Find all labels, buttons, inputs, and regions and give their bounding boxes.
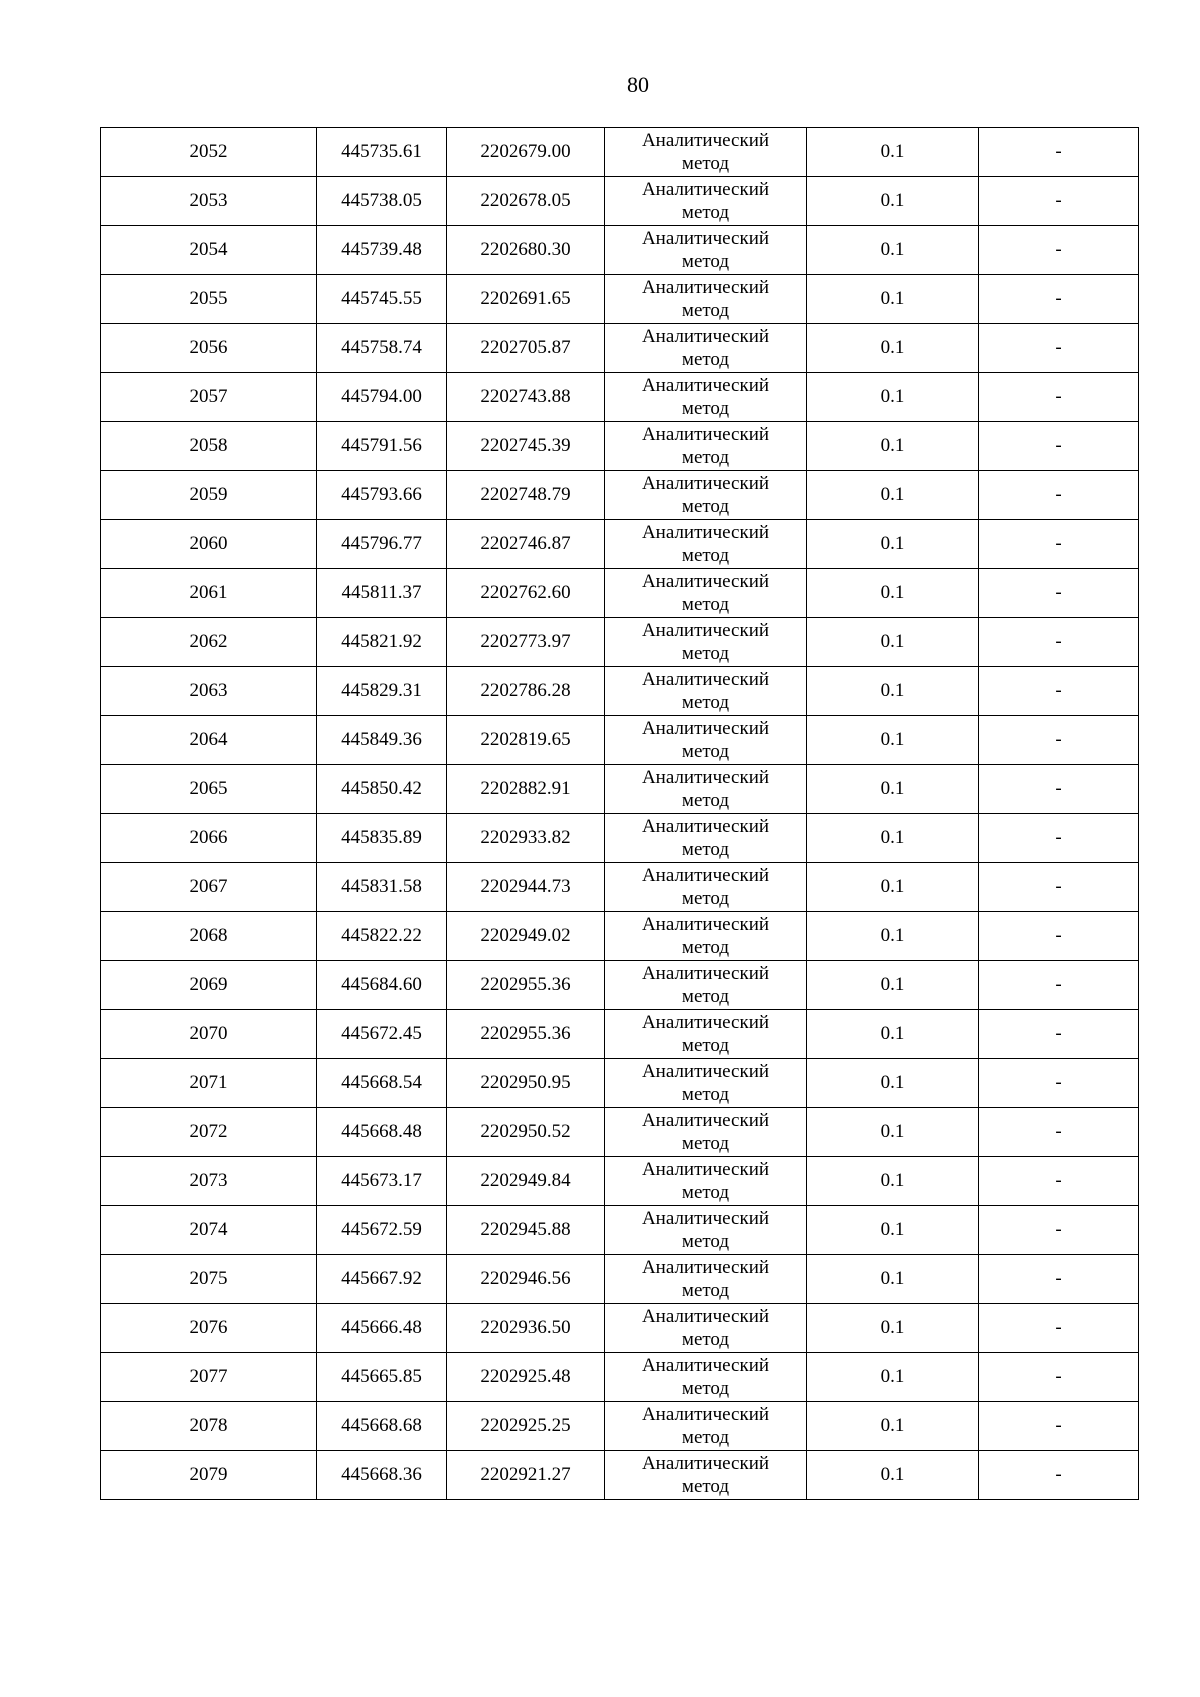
- accuracy-cell: 0.1: [807, 569, 979, 618]
- point-number-cell: 2058: [101, 422, 317, 471]
- point-number-cell: 2053: [101, 177, 317, 226]
- y-coordinate-cell: 2202705.87: [447, 324, 605, 373]
- accuracy-cell: 0.1: [807, 1157, 979, 1206]
- x-coordinate-cell: 445796.77: [317, 520, 447, 569]
- table-row: [101, 618, 1139, 667]
- note-cell: -: [979, 275, 1139, 324]
- point-number-cell: 2073: [101, 1157, 317, 1206]
- method-line-1: Аналитический: [641, 1453, 770, 1474]
- note-cell: -: [979, 1157, 1139, 1206]
- y-coordinate-cell: 2202679.00: [447, 128, 605, 177]
- note-cell: -: [979, 667, 1139, 716]
- method-line-2: метод: [681, 937, 730, 958]
- note-cell: -: [979, 1059, 1139, 1108]
- method-line-2: метод: [681, 251, 730, 272]
- point-number-cell: 2072: [101, 1108, 317, 1157]
- accuracy-cell: 0.1: [807, 422, 979, 471]
- x-coordinate-cell: 445668.54: [317, 1059, 447, 1108]
- x-coordinate-cell: 445666.48: [317, 1304, 447, 1353]
- accuracy-cell: 0.1: [807, 912, 979, 961]
- method-cell: [605, 1255, 807, 1304]
- accuracy-cell: 0.1: [807, 177, 979, 226]
- table-row: [101, 324, 1139, 373]
- note-cell: -: [979, 1353, 1139, 1402]
- method-cell: [605, 128, 807, 177]
- method-line-2: метод: [681, 202, 730, 223]
- method-cell: [605, 226, 807, 275]
- y-coordinate-cell: 2202819.65: [447, 716, 605, 765]
- table-row: [101, 520, 1139, 569]
- y-coordinate-cell: 2202762.60: [447, 569, 605, 618]
- method-line-1: Аналитический: [641, 865, 770, 886]
- accuracy-cell: 0.1: [807, 716, 979, 765]
- method-line-1: Аналитический: [641, 179, 770, 200]
- note-cell: -: [979, 814, 1139, 863]
- point-number-cell: 2065: [101, 765, 317, 814]
- method-line-1: Аналитический: [641, 277, 770, 298]
- point-number-cell: 2060: [101, 520, 317, 569]
- y-coordinate-cell: 2202933.82: [447, 814, 605, 863]
- method-line-1: Аналитический: [641, 1208, 770, 1229]
- method-line-2: метод: [681, 398, 730, 419]
- x-coordinate-cell: 445849.36: [317, 716, 447, 765]
- point-number-cell: 2057: [101, 373, 317, 422]
- note-cell: -: [979, 1108, 1139, 1157]
- method-cell: [605, 1206, 807, 1255]
- note-cell: -: [979, 569, 1139, 618]
- table-row: [101, 961, 1139, 1010]
- table-row: [101, 814, 1139, 863]
- note-cell: -: [979, 912, 1139, 961]
- method-cell: [605, 1059, 807, 1108]
- point-number-cell: 2054: [101, 226, 317, 275]
- note-cell: -: [979, 520, 1139, 569]
- method-line-1: Аналитический: [641, 1159, 770, 1180]
- accuracy-cell: 0.1: [807, 667, 979, 716]
- table-row: [101, 1157, 1139, 1206]
- y-coordinate-cell: 2202936.50: [447, 1304, 605, 1353]
- accuracy-cell: 0.1: [807, 128, 979, 177]
- y-coordinate-cell: 2202944.73: [447, 863, 605, 912]
- point-number-cell: 2078: [101, 1402, 317, 1451]
- x-coordinate-cell: 445793.66: [317, 471, 447, 520]
- method-line-1: Аналитический: [641, 326, 770, 347]
- x-coordinate-cell: 445791.56: [317, 422, 447, 471]
- method-line-2: метод: [681, 839, 730, 860]
- method-line-1: Аналитический: [641, 228, 770, 249]
- table-row: [101, 716, 1139, 765]
- y-coordinate-cell: 2202786.28: [447, 667, 605, 716]
- note-cell: -: [979, 324, 1139, 373]
- method-cell: [605, 667, 807, 716]
- x-coordinate-cell: 445831.58: [317, 863, 447, 912]
- point-number-cell: 2079: [101, 1451, 317, 1500]
- x-coordinate-cell: 445668.68: [317, 1402, 447, 1451]
- method-cell: [605, 324, 807, 373]
- accuracy-cell: 0.1: [807, 765, 979, 814]
- table-row: [101, 128, 1139, 177]
- point-number-cell: 2069: [101, 961, 317, 1010]
- accuracy-cell: 0.1: [807, 471, 979, 520]
- table-row: [101, 569, 1139, 618]
- note-cell: -: [979, 128, 1139, 177]
- y-coordinate-cell: 2202680.30: [447, 226, 605, 275]
- accuracy-cell: 0.1: [807, 1304, 979, 1353]
- note-cell: -: [979, 765, 1139, 814]
- y-coordinate-cell: 2202949.02: [447, 912, 605, 961]
- method-line-1: Аналитический: [641, 963, 770, 984]
- method-cell: [605, 1402, 807, 1451]
- accuracy-cell: 0.1: [807, 1451, 979, 1500]
- x-coordinate-cell: 445811.37: [317, 569, 447, 618]
- method-line-2: метод: [681, 447, 730, 468]
- method-cell: [605, 1157, 807, 1206]
- method-line-2: метод: [681, 1427, 730, 1448]
- method-cell: [605, 1451, 807, 1500]
- method-line-1: Аналитический: [641, 130, 770, 151]
- method-line-1: Аналитический: [641, 473, 770, 494]
- x-coordinate-cell: 445673.17: [317, 1157, 447, 1206]
- y-coordinate-cell: 2202678.05: [447, 177, 605, 226]
- method-line-2: метод: [681, 153, 730, 174]
- method-cell: [605, 471, 807, 520]
- method-line-1: Аналитический: [641, 1257, 770, 1278]
- note-cell: -: [979, 422, 1139, 471]
- y-coordinate-cell: 2202949.84: [447, 1157, 605, 1206]
- method-line-1: Аналитический: [641, 620, 770, 641]
- x-coordinate-cell: 445794.00: [317, 373, 447, 422]
- accuracy-cell: 0.1: [807, 1108, 979, 1157]
- table-row: [101, 177, 1139, 226]
- y-coordinate-cell: 2202748.79: [447, 471, 605, 520]
- y-coordinate-cell: 2202945.88: [447, 1206, 605, 1255]
- x-coordinate-cell: 445821.92: [317, 618, 447, 667]
- x-coordinate-cell: 445835.89: [317, 814, 447, 863]
- page-number: 80: [627, 72, 649, 97]
- point-number-cell: 2074: [101, 1206, 317, 1255]
- note-cell: -: [979, 1206, 1139, 1255]
- method-line-1: Аналитический: [641, 424, 770, 445]
- point-number-cell: 2076: [101, 1304, 317, 1353]
- note-cell: -: [979, 1255, 1139, 1304]
- point-number-cell: 2055: [101, 275, 317, 324]
- table-row: [101, 373, 1139, 422]
- y-coordinate-cell: 2202955.36: [447, 961, 605, 1010]
- y-coordinate-cell: 2202950.95: [447, 1059, 605, 1108]
- table-row: [101, 226, 1139, 275]
- method-line-1: Аналитический: [641, 571, 770, 592]
- x-coordinate-cell: 445684.60: [317, 961, 447, 1010]
- method-line-2: метод: [681, 300, 730, 321]
- method-line-2: метод: [681, 643, 730, 664]
- table-row: [101, 1206, 1139, 1255]
- y-coordinate-cell: 2202745.39: [447, 422, 605, 471]
- accuracy-cell: 0.1: [807, 618, 979, 667]
- note-cell: -: [979, 1010, 1139, 1059]
- x-coordinate-cell: 445738.05: [317, 177, 447, 226]
- method-line-2: метод: [681, 888, 730, 909]
- point-number-cell: 2077: [101, 1353, 317, 1402]
- x-coordinate-cell: 445672.45: [317, 1010, 447, 1059]
- method-line-1: Аналитический: [641, 375, 770, 396]
- y-coordinate-cell: 2202921.27: [447, 1451, 605, 1500]
- x-coordinate-cell: 445665.85: [317, 1353, 447, 1402]
- method-line-2: метод: [681, 692, 730, 713]
- note-cell: -: [979, 1451, 1139, 1500]
- accuracy-cell: 0.1: [807, 1255, 979, 1304]
- method-line-2: метод: [681, 1231, 730, 1252]
- point-number-cell: 2075: [101, 1255, 317, 1304]
- method-cell: [605, 1304, 807, 1353]
- method-line-2: метод: [681, 790, 730, 811]
- point-number-cell: 2059: [101, 471, 317, 520]
- y-coordinate-cell: 2202925.25: [447, 1402, 605, 1451]
- y-coordinate-cell: 2202882.91: [447, 765, 605, 814]
- note-cell: -: [979, 863, 1139, 912]
- method-line-2: метод: [681, 1182, 730, 1203]
- accuracy-cell: 0.1: [807, 1059, 979, 1108]
- y-coordinate-cell: 2202743.88: [447, 373, 605, 422]
- method-cell: [605, 177, 807, 226]
- accuracy-cell: 0.1: [807, 1206, 979, 1255]
- method-line-1: Аналитический: [641, 1306, 770, 1327]
- method-cell: [605, 1353, 807, 1402]
- note-cell: -: [979, 618, 1139, 667]
- x-coordinate-cell: 445829.31: [317, 667, 447, 716]
- method-line-1: Аналитический: [641, 1012, 770, 1033]
- method-line-2: метод: [681, 1084, 730, 1105]
- accuracy-cell: 0.1: [807, 520, 979, 569]
- point-number-cell: 2062: [101, 618, 317, 667]
- method-cell: [605, 1108, 807, 1157]
- y-coordinate-cell: 2202925.48: [447, 1353, 605, 1402]
- x-coordinate-cell: 445735.61: [317, 128, 447, 177]
- method-line-2: метод: [681, 545, 730, 566]
- table-row: [101, 1108, 1139, 1157]
- point-number-cell: 2052: [101, 128, 317, 177]
- method-cell: [605, 275, 807, 324]
- method-cell: [605, 765, 807, 814]
- y-coordinate-cell: 2202946.56: [447, 1255, 605, 1304]
- method-cell: [605, 814, 807, 863]
- method-line-1: Аналитический: [641, 718, 770, 739]
- method-line-1: Аналитический: [641, 669, 770, 690]
- table-row: [101, 1059, 1139, 1108]
- method-line-1: Аналитический: [641, 767, 770, 788]
- note-cell: -: [979, 226, 1139, 275]
- table-row: [101, 471, 1139, 520]
- table-row: [101, 765, 1139, 814]
- point-number-cell: 2068: [101, 912, 317, 961]
- x-coordinate-cell: 445822.22: [317, 912, 447, 961]
- y-coordinate-cell: 2202746.87: [447, 520, 605, 569]
- method-line-2: метод: [681, 496, 730, 517]
- method-line-1: Аналитический: [641, 1404, 770, 1425]
- coordinates-table: [100, 127, 1139, 1500]
- note-cell: -: [979, 373, 1139, 422]
- table-row: [101, 1451, 1139, 1500]
- point-number-cell: 2061: [101, 569, 317, 618]
- point-number-cell: 2066: [101, 814, 317, 863]
- method-line-1: Аналитический: [641, 1061, 770, 1082]
- accuracy-cell: 0.1: [807, 1353, 979, 1402]
- point-number-cell: 2063: [101, 667, 317, 716]
- method-line-2: метод: [681, 1280, 730, 1301]
- table-row: [101, 1402, 1139, 1451]
- accuracy-cell: 0.1: [807, 1402, 979, 1451]
- x-coordinate-cell: 445850.42: [317, 765, 447, 814]
- method-cell: [605, 520, 807, 569]
- point-number-cell: 2070: [101, 1010, 317, 1059]
- method-cell: [605, 716, 807, 765]
- accuracy-cell: 0.1: [807, 373, 979, 422]
- point-number-cell: 2056: [101, 324, 317, 373]
- x-coordinate-cell: 445668.36: [317, 1451, 447, 1500]
- accuracy-cell: 0.1: [807, 324, 979, 373]
- method-cell: [605, 569, 807, 618]
- x-coordinate-cell: 445667.92: [317, 1255, 447, 1304]
- x-coordinate-cell: 445672.59: [317, 1206, 447, 1255]
- method-line-1: Аналитический: [641, 914, 770, 935]
- note-cell: -: [979, 1304, 1139, 1353]
- method-cell: [605, 373, 807, 422]
- method-line-2: метод: [681, 1035, 730, 1056]
- note-cell: -: [979, 177, 1139, 226]
- y-coordinate-cell: 2202955.36: [447, 1010, 605, 1059]
- note-cell: -: [979, 961, 1139, 1010]
- accuracy-cell: 0.1: [807, 226, 979, 275]
- table-row: [101, 863, 1139, 912]
- x-coordinate-cell: 445758.74: [317, 324, 447, 373]
- method-line-2: метод: [681, 741, 730, 762]
- note-cell: -: [979, 716, 1139, 765]
- x-coordinate-cell: 445739.48: [317, 226, 447, 275]
- note-cell: -: [979, 471, 1139, 520]
- method-line-1: Аналитический: [641, 522, 770, 543]
- method-line-2: метод: [681, 1476, 730, 1497]
- table-row: [101, 912, 1139, 961]
- method-line-2: метод: [681, 986, 730, 1007]
- method-line-1: Аналитический: [641, 816, 770, 837]
- table-row: [101, 422, 1139, 471]
- table-row: [101, 667, 1139, 716]
- point-number-cell: 2067: [101, 863, 317, 912]
- accuracy-cell: 0.1: [807, 863, 979, 912]
- method-line-1: Аналитический: [641, 1110, 770, 1131]
- method-line-2: метод: [681, 349, 730, 370]
- point-number-cell: 2064: [101, 716, 317, 765]
- table-row: [101, 1255, 1139, 1304]
- accuracy-cell: 0.1: [807, 1010, 979, 1059]
- table-body: [101, 128, 1139, 1500]
- accuracy-cell: 0.1: [807, 275, 979, 324]
- y-coordinate-cell: 2202773.97: [447, 618, 605, 667]
- method-cell: [605, 961, 807, 1010]
- method-line-2: метод: [681, 1133, 730, 1154]
- table-row: [101, 1010, 1139, 1059]
- method-line-2: метод: [681, 594, 730, 615]
- accuracy-cell: 0.1: [807, 814, 979, 863]
- table-row: [101, 1304, 1139, 1353]
- method-cell: [605, 422, 807, 471]
- y-coordinate-cell: 2202950.52: [447, 1108, 605, 1157]
- method-line-2: метод: [681, 1378, 730, 1399]
- note-cell: -: [979, 1402, 1139, 1451]
- method-line-1: Аналитический: [641, 1355, 770, 1376]
- table-row: [101, 1353, 1139, 1402]
- method-cell: [605, 863, 807, 912]
- method-line-2: метод: [681, 1329, 730, 1350]
- method-cell: [605, 1010, 807, 1059]
- accuracy-cell: 0.1: [807, 961, 979, 1010]
- x-coordinate-cell: 445745.55: [317, 275, 447, 324]
- x-coordinate-cell: 445668.48: [317, 1108, 447, 1157]
- table-row: [101, 275, 1139, 324]
- method-cell: [605, 618, 807, 667]
- y-coordinate-cell: 2202691.65: [447, 275, 605, 324]
- method-cell: [605, 912, 807, 961]
- point-number-cell: 2071: [101, 1059, 317, 1108]
